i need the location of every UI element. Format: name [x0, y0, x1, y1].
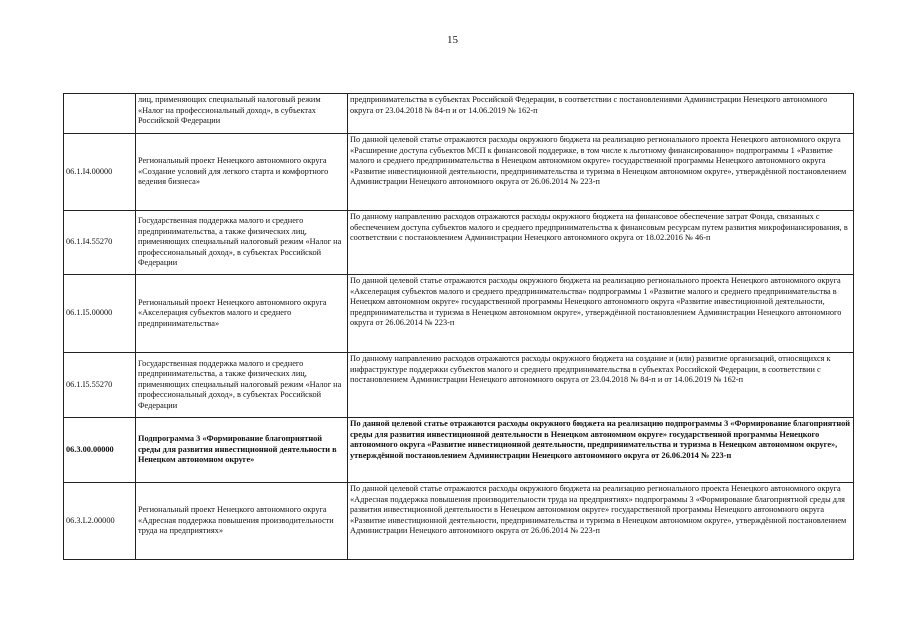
table-row [64, 211, 854, 275]
target-article-code: 06.1.I5.00000 [64, 275, 136, 353]
target-article-code: 06.1.I4.55270 [64, 211, 136, 275]
table-row [64, 134, 854, 211]
target-article-description: предпринимательства в субъектах Российской Федерации, в соответствии с постановлениями Администрации Ненецкого автономного округа от 23.04.2018 № 84-п и от 14.06.2019 № 162-п [348, 94, 854, 134]
target-article-name: лиц, применяющих специальный налоговый режим «Налог на профессиональный доход», в субъектах Российской Федерации [136, 94, 348, 134]
table-row [64, 94, 854, 134]
target-article-code: 06.3.00.00000 [64, 418, 136, 483]
target-article-description: По данной целевой статье отражаются расходы окружного бюджета на реализацию регионального проекта Ненецкого автономного округа «Акселерация субъектов малого и среднего предпринимательства» подпрограммы 1 «Развитие малого и среднего предпринимательства в Ненецком автономном округе» государственной программы Ненецкого автономного округа «Развитие инвестиционной деятельности, предпринимательства и туризма в Ненецком автономном округе», утверждённой постановлением Администрации Ненецкого автономного округа от 26.06.2014 № 223-п [348, 275, 854, 353]
target-article-description: По данной целевой статье отражаются расходы окружного бюджета на реализацию подпрограммы 3 «Формирование благоприятной среды для развития инвестиционной деятельности в Ненецком автономном округе» государственной программы Ненецкого автономного округа «Развитие инвестиционной деятельности, предпринимательства и туризма в Ненецком автономном округе», утверждённой постановлением Администрации Ненецкого автономного округа от 26.06.2014 № 223-п [348, 418, 854, 483]
target-article-name: Региональный проект Ненецкого автономного округа «Адресная поддержка повышения производительности труда на предприятиях» [136, 483, 348, 560]
table-row [64, 483, 854, 560]
budget-classification-table [63, 93, 854, 560]
target-article-name: Государственная поддержка малого и среднего предпринимательства, а также физических лиц, применяющих специальный налоговый режим «Налог на профессиональный доход», в субъектах Российской Федерации [136, 211, 348, 275]
target-article-description: По данному направлению расходов отражаются расходы окружного бюджета на финансовое обеспечение затрат Фонда, связанных с обеспечением доступа субъектов малого и среднего предпринимательства к финансовым ресурсам путем развития микрофинансирования, в соответствии с постановлением Администрации Ненецкого автономного округа от 18.02.2016 № 46-п [348, 211, 854, 275]
target-article-description: По данной целевой статье отражаются расходы окружного бюджета на реализацию регионального проекта Ненецкого автономного округа «Расширение доступа субъектов МСП к финансовой поддержке, в том числе к льготному финансированию» подпрограммы 1 «Развитие малого и среднего предпринимательства в Ненецком автономном округе» государственной программы Ненецкого автономного округа «Развитие инвестиционной деятельности, предпринимательства и туризма в Ненецком автономном округе», утверждённой постановлением Администрации Ненецкого автономного округа от 26.06.2014 № 223-п [348, 134, 854, 211]
target-article-name: Региональный проект Ненецкого автономного округа «Акселерация субъектов малого и среднего предпринимательства» [136, 275, 348, 353]
target-article-description: По данному направлению расходов отражаются расходы окружного бюджета на создание и (или) развитие организаций, относящихся к инфраструктуре поддержки субъектов малого и среднего предпринимательства в субъектах Российской Федерации, в соответствии с постановлением Администрации Ненецкого автономного округа от 23.04.2018 № 84-п и от 14.06.2019 № 162-п [348, 353, 854, 418]
table-row [64, 275, 854, 353]
target-article-code: 06.1.I4.00000 [64, 134, 136, 211]
target-article-code [64, 94, 136, 134]
target-article-name: Региональный проект Ненецкого автономного округа «Создание условий для легкого старта и комфортного ведения бизнеса» [136, 134, 348, 211]
target-article-description: По данной целевой статье отражаются расходы окружного бюджета на реализацию регионального проекта Ненецкого автономного округа «Адресная поддержка повышения производительности труда на предприятиях» подпрограммы 3 «Формирование благоприятной среды для развития инвестиционной деятельности в Ненецком автономном округе» государственной программы Ненецкого автономного округа «Развитие инвестиционной деятельности, предпринимательства и туризма в Ненецком автономном округе», утверждённой постановлением Администрации Ненецкого автономного округа от 26.06.2014 № 223-п [348, 483, 854, 560]
table-row [64, 353, 854, 418]
target-article-name: Государственная поддержка малого и среднего предпринимательства, а также физических лиц, применяющих специальный налоговый режим «Налог на профессиональный доход», в субъектах Российской Федерации [136, 353, 348, 418]
page-number: 15 [447, 34, 458, 46]
target-article-name: Подпрограмма 3 «Формирование благоприятной среды для развития инвестиционной деятельности в Ненецком автономном округе» [136, 418, 348, 483]
target-article-code: 06.1.I5.55270 [64, 353, 136, 418]
table-row [64, 418, 854, 483]
target-article-code: 06.3.L2.00000 [64, 483, 136, 560]
